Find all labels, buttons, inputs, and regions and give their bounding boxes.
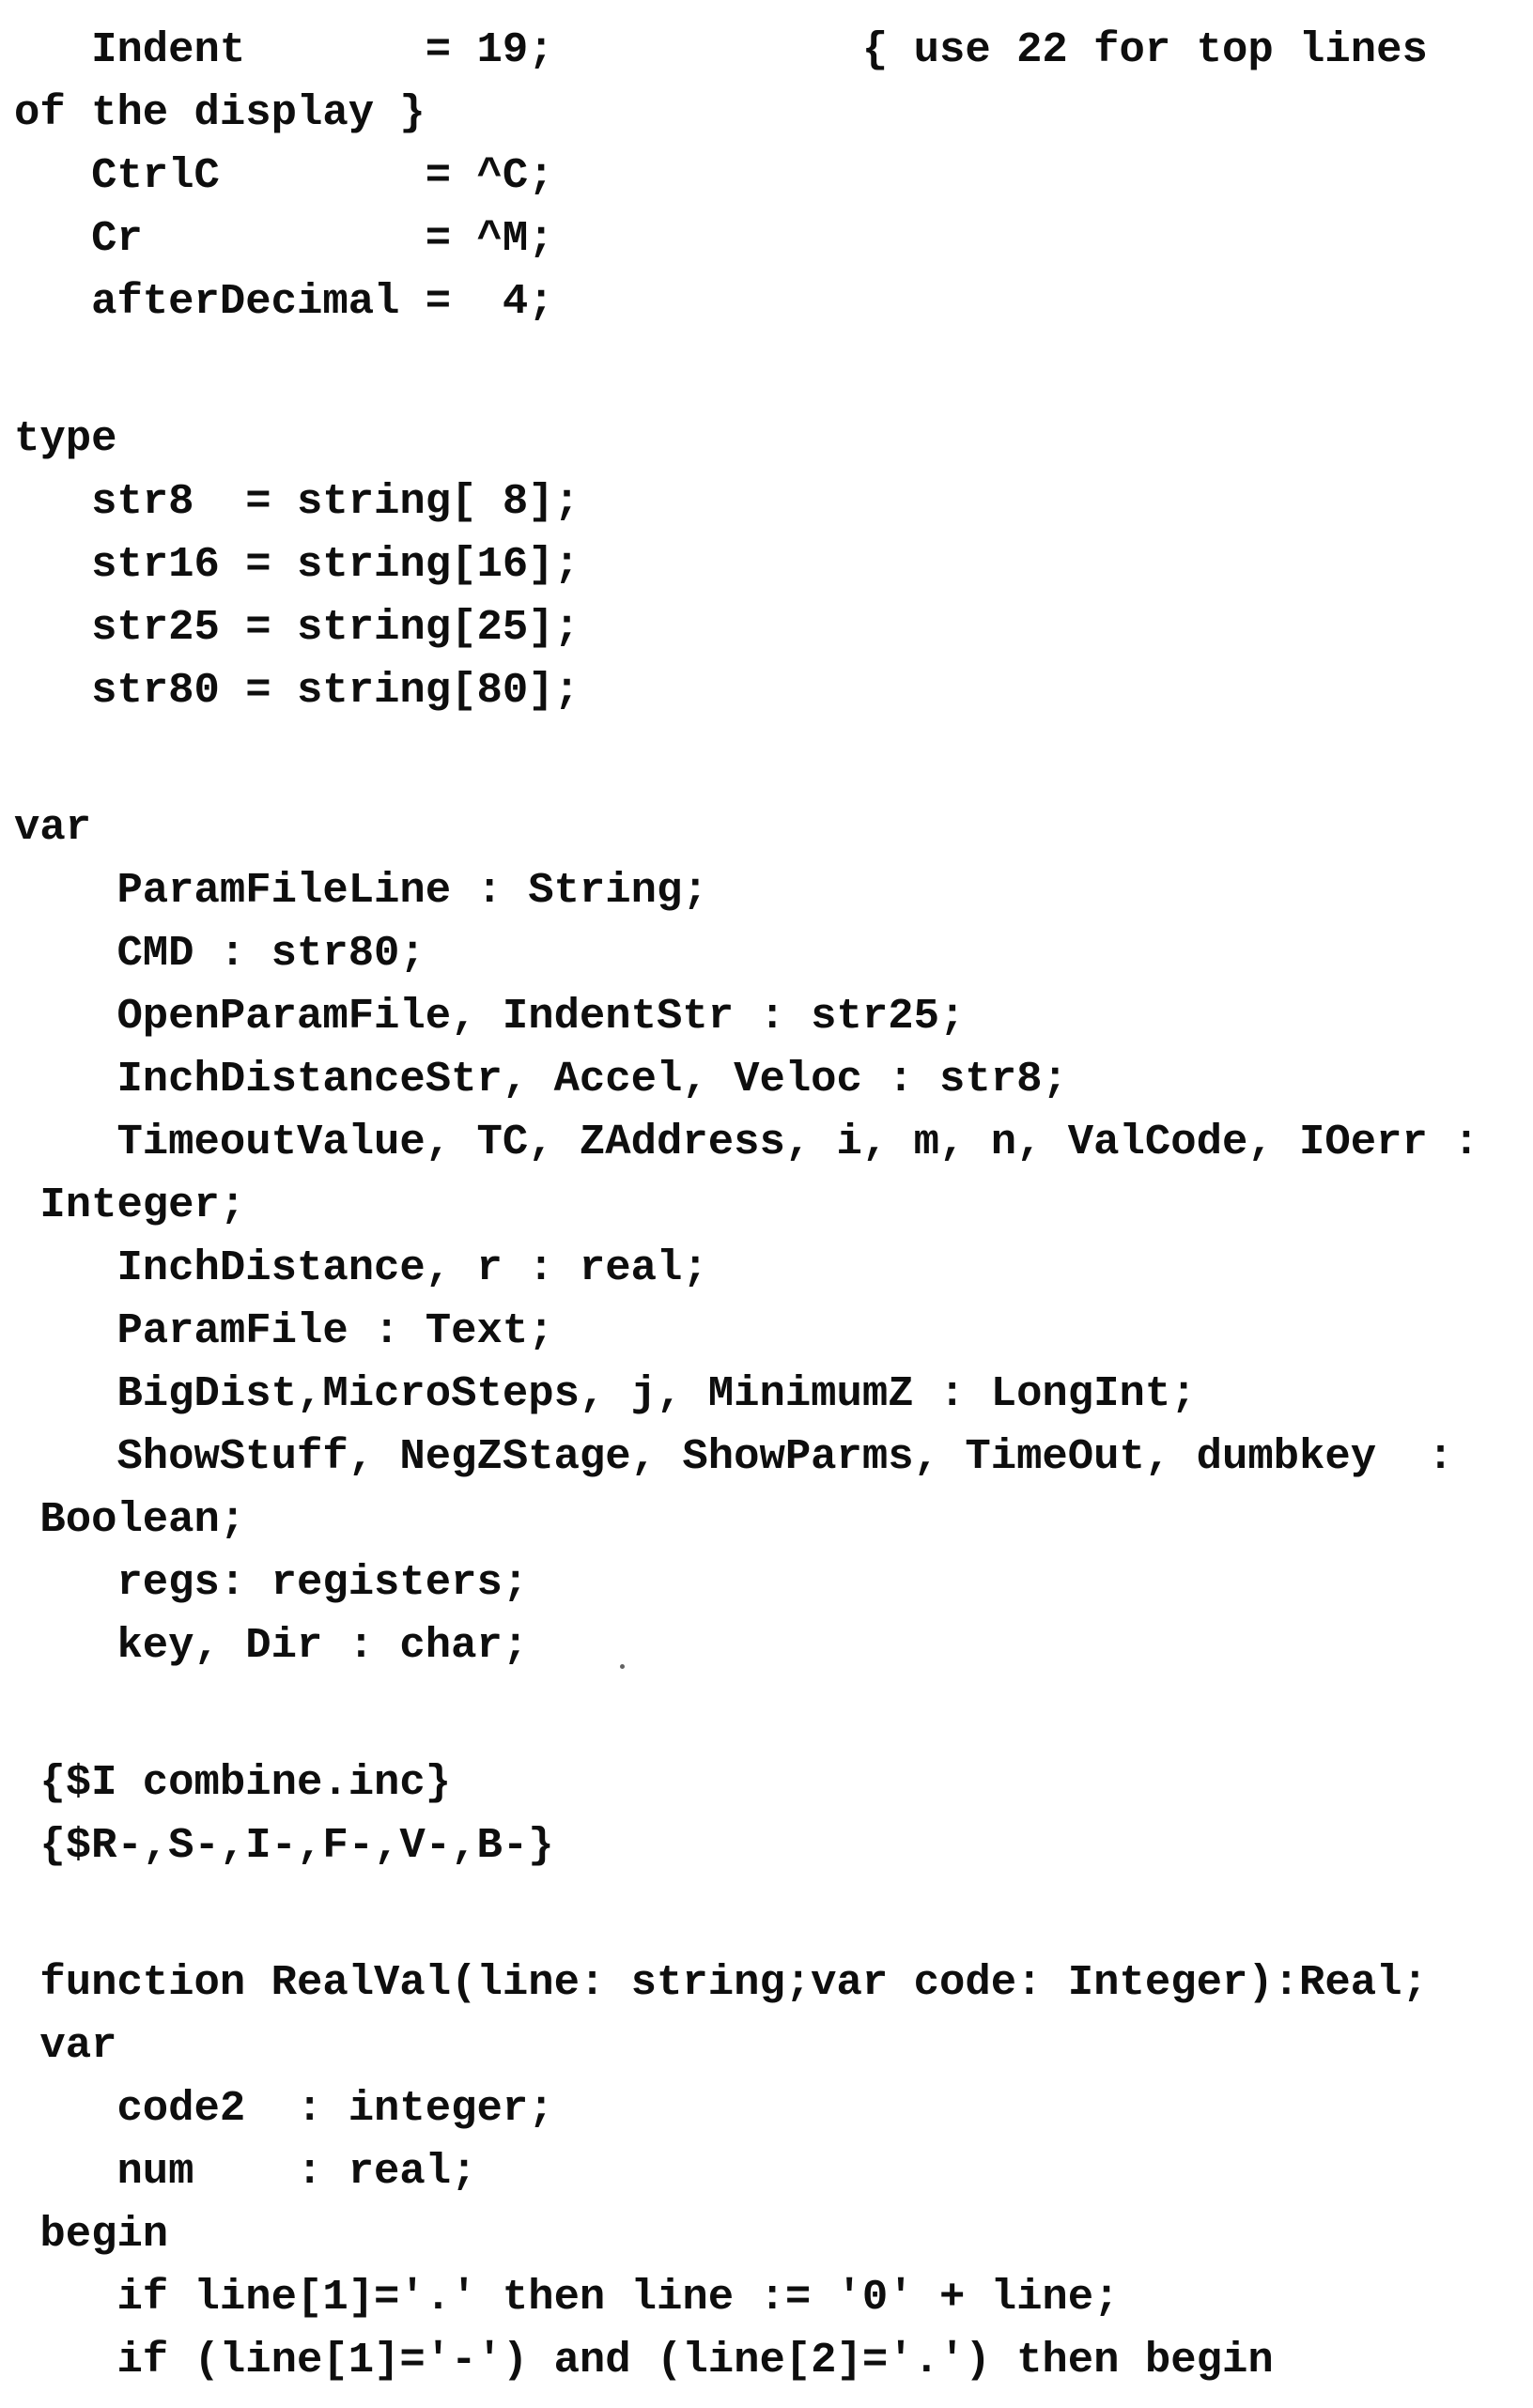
scan-speck (620, 1664, 625, 1669)
code-line: str16 = string[16]; (14, 540, 580, 589)
code-line: type (14, 414, 117, 463)
code-line: function RealVal(line: string;var code: Integer):Real; (14, 1958, 1428, 2007)
code-line: CMD : str80; (14, 929, 426, 978)
code-line: num : real; (14, 2147, 477, 2196)
code-line: of the display } (14, 88, 426, 137)
code-line: InchDistanceStr, Accel, Veloc : str8; (14, 1055, 1068, 1104)
code-line: begin (14, 2210, 169, 2259)
code-listing (14, 19, 1533, 2392)
code-line: var (14, 2021, 117, 2070)
code-line: key, Dir : char; (14, 1621, 529, 1670)
code-line: Indent = 19; { use 22 for top lines (14, 25, 1428, 74)
code-line: Integer; (14, 1181, 246, 1229)
code-line: str25 = string[25]; (14, 603, 580, 652)
code-line: TimeoutValue, TC, ZAddress, i, m, n, ValCode, IOerr : (14, 1118, 1479, 1166)
code-line: afterDecimal = 4; (14, 277, 554, 326)
code-line: regs: registers; (14, 1558, 529, 1607)
code-line (14, 1877, 1533, 1952)
code-line: OpenParamFile, IndentStr : str25; (14, 992, 966, 1041)
code-line: {$I combine.inc} (14, 1758, 452, 1807)
code-line: var (14, 803, 92, 852)
code-line (14, 333, 1533, 408)
code-line: str8 = string[ 8]; (14, 477, 580, 526)
code-line (14, 722, 1533, 796)
code-line: {$R-,S-,I-,F-,V-,B-} (14, 1821, 554, 1870)
code-line: ShowStuff, NegZStage, ShowParms, TimeOut, dumbkey : (14, 1432, 1454, 1481)
code-line: Boolean; (14, 1495, 246, 1544)
code-line: if (line[1]='-') and (line[2]='.') then begin (14, 2336, 1274, 2385)
code-line: InchDistance, r : real; (14, 1243, 708, 1292)
code-line: ParamFile : Text; (14, 1306, 554, 1355)
code-line: CtrlC = ^C; (14, 151, 554, 200)
code-line (14, 1677, 1533, 1752)
code-line: ParamFileLine : String; (14, 866, 708, 915)
code-line: BigDist,MicroSteps, j, MinimumZ : LongInt; (14, 1369, 1197, 1418)
code-line: Cr = ^M; (14, 214, 554, 263)
code-line: if line[1]='.' then line := '0' + line; (14, 2273, 1120, 2322)
code-line: code2 : integer; (14, 2084, 554, 2133)
code-line: str80 = string[80]; (14, 666, 580, 715)
